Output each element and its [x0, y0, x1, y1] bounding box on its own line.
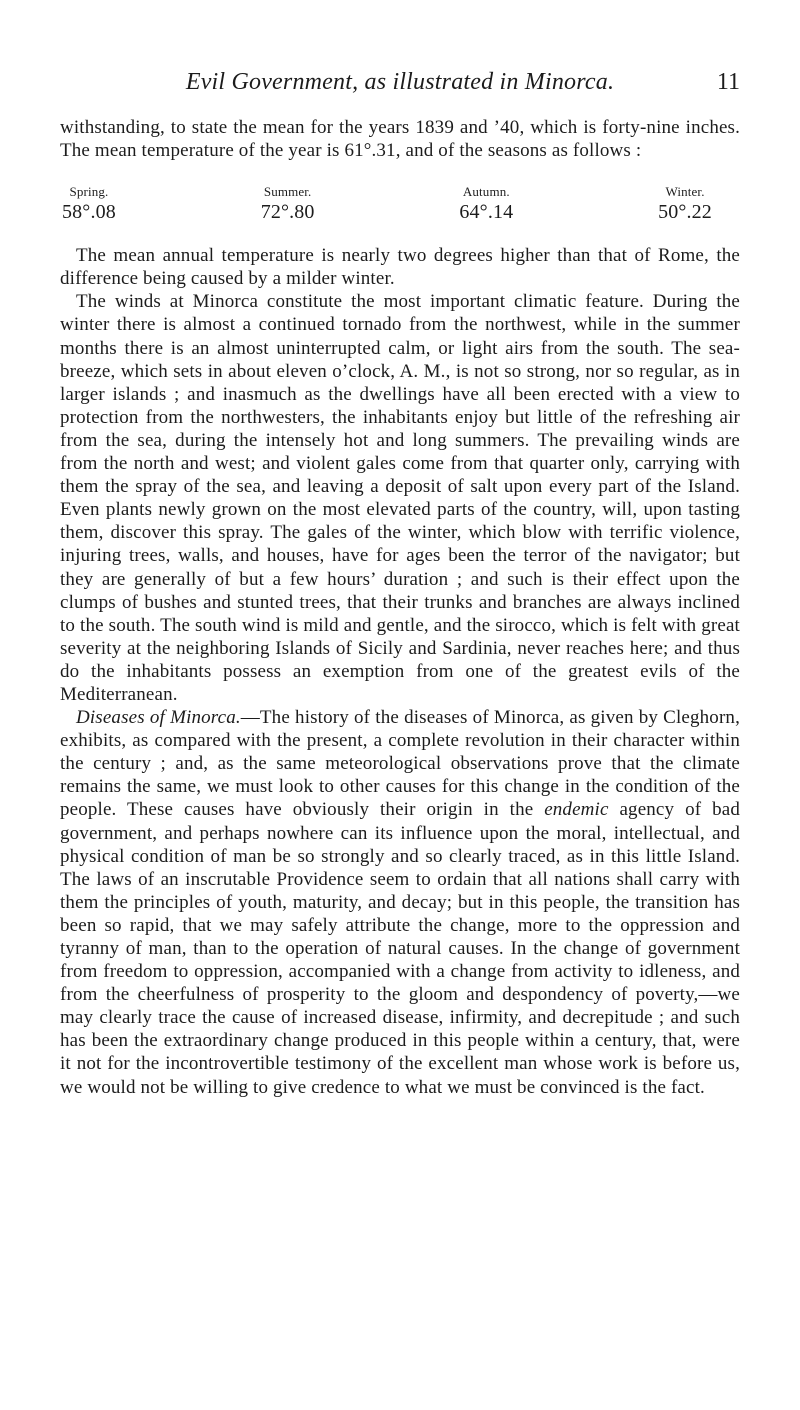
season-summer [261, 184, 315, 224]
season-label: Winter. [665, 184, 705, 200]
paragraph-winds: The winds at Minorca constitute the most important climatic feature. During the winter there is almost a continued tornado from the northwest, while in the summer months there is an almost uninterrupted calm, or light airs from the south. The sea-breeze, which sets in about eleven o’clock, A. M., is not so strong, nor so regular, as in larger islands ; and inasmuch as the dwellings have all been erected with a view to protection from the northwesters, the inhabitants enjoy but little of the refreshing air from the sea, during the intensely hot and long summers. The prevailing winds are from the north and west; and violent gales come from that quarter only, carrying with them the spray of the sea, and leaving a deposit of salt upon every part of the Island. Even plants newly grown on the most elevated parts of the country, will, upon tasting them, discover this spray. The gales of the winter, which blow with terrific violence, injuring trees, walls, and houses, have for ages been the terror of the navigator; but they are generally of but a few hours’ duration ; and such is their effect upon the clumps of bushes and stunted trees, that their trunks and branches are always inclined to the south. The south wind is mild and gentle, and the sirocco, which is felt with great severity at the neighboring Islands of Sicily and Sardinia, never reaches here; and thus do the inhabitants possess an exemption from one of the greatest evils of the Mediterranean. [60, 291, 740, 705]
paragraph-continuation: withstanding, to state the mean for the years 1839 and ’40, which is forty-nine inches. The mean temperature of the year is 61°.31, and of the seasons as follows : [60, 117, 740, 162]
seasons-temperature-table [60, 184, 712, 224]
season-label: Spring. [69, 184, 109, 200]
season-winter [658, 184, 712, 224]
season-value: 64°.14 [459, 201, 514, 224]
season-label: Autumn. [462, 184, 510, 200]
emphasis-endemic: endemic [544, 799, 609, 821]
running-head [60, 64, 740, 100]
page-number: 11 [716, 69, 740, 95]
paragraph-mean-temperature: The mean annual temperature is nearly two degrees higher than that of Rome, the difference being caused by a milder winter. [60, 245, 740, 290]
season-label: Summer. [263, 184, 312, 200]
season-autumn [459, 184, 513, 224]
season-value: 50°.22 [658, 201, 712, 224]
body-text [60, 116, 740, 1099]
paragraph-diseases [60, 706, 740, 1099]
season-value: 58°.08 [62, 201, 116, 224]
paragraph-diseases-text-b: agency of bad government, and perhaps nowhere can its influence upon the moral, intellectual, and physical condition of man be so strongly and so clearly traced, as in this little Island. The laws of an inscrutable Providence seem to ordain that all nations shall carry with them the principles of youth, maturity, and decay; but in this people, the transition has been so rapid, that we may safely attribute the change, more to the oppression and tyranny of man, than to the operation of natural causes. In the change of government from freedom to oppression, accompanied with a change from activity to idleness, and from the cheerfulness of prosperity to the gloom and despondency of poverty,—we may clearly trace the cause of increased disease, infirmity, and decrepitude ; and such has been the extraordinary change produced in this people within a century, that, were it not for the incontrovertible testimony of the excellent man whose work is before us, we would not be willing to give credence to what we must be convinced is the fact. [60, 799, 740, 1098]
season-value: 72°.80 [260, 201, 315, 224]
section-heading-diseases: Diseases of Minorca. [76, 707, 241, 729]
season-spring [62, 184, 116, 224]
paragraph-diseases-text-a: —The history of the diseases of Minorca, as given by Cleghorn, exhibits, as compared with the present, a complete revolution in their character within the century ; and, as the same meteorological observations prove that the climate remains the same, we must look to other causes for this change in the condition of the people. These causes have obviously their origin in the [60, 707, 740, 821]
running-title: Evil Government, as illustrated in Minorca. [185, 69, 615, 95]
